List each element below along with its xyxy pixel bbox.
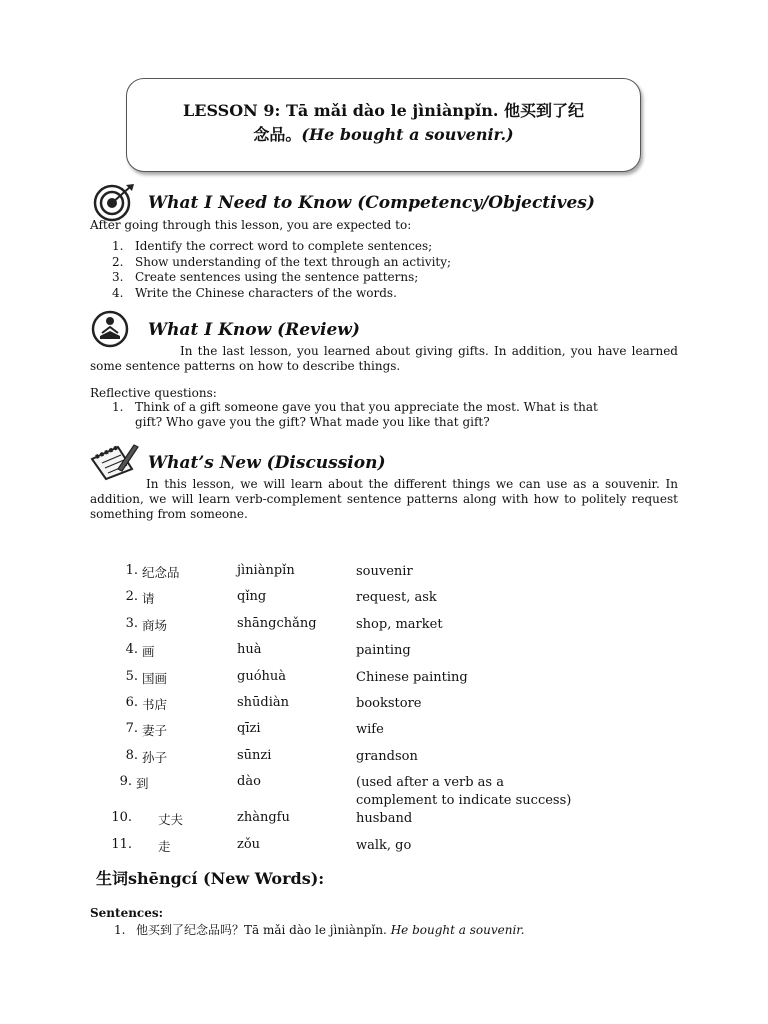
list-item: 4. Write the Chinese characters of the words. — [112, 285, 397, 300]
reflective-question: 1. Think of a gift someone gave you that you appreciate the most. What is that gift? Who gave you the gift? What made you like that gift? — [112, 400, 598, 429]
reflective-label: Reflective questions: — [90, 386, 217, 400]
what-i-know-heading: What I Know (Review) — [148, 320, 360, 340]
list-item: 2. Show understanding of the text through an activity; — [112, 254, 452, 269]
lesson-title-en: (He bought a souvenir.) — [301, 125, 514, 144]
reading-person-icon — [90, 309, 134, 349]
target-icon — [92, 182, 136, 222]
objectives-list — [112, 239, 451, 301]
whats-new-heading: What’s New (Discussion) — [148, 453, 386, 473]
need-to-know-heading: What I Need to Know (Competency/Objectives) — [148, 193, 595, 213]
list-item: 1. Identify the correct word to complete sentences; — [112, 239, 433, 253]
what-i-know-paragraph: In the last lesson, you learned about giving gifts. In addition, you have learned some sentence patterns on how to describe things. — [90, 344, 678, 373]
new-words-heading: 生词shēngcí (New Words): — [96, 869, 325, 888]
sentence-item: 1. 他买到了纪念品吗？Tā mǎi dào le jìniànpǐn. He bought a souvenir. — [114, 923, 525, 937]
lesson-title-line2 — [127, 123, 640, 147]
whats-new-paragraph: In this lesson, we will learn about the different things we can use as a souvenir. In addition, we will learn verb-complement sentence patterns along with how to politely request something from someone. — [90, 477, 678, 521]
list-item: 3. Create sentences using the sentence patterns; — [112, 270, 419, 284]
lesson-title-cn: 念品。 — [253, 125, 302, 144]
lesson-title-line1: LESSON 9: Tā mǎi dào le jìniànpǐn. 他买到了纪 — [183, 101, 584, 120]
lesson-title-box — [126, 78, 641, 172]
need-to-know-intro: After going through this lesson, you are expected to: — [90, 218, 412, 232]
sentences-label: Sentences: — [90, 906, 164, 920]
notepad-pencil-icon — [88, 441, 140, 481]
